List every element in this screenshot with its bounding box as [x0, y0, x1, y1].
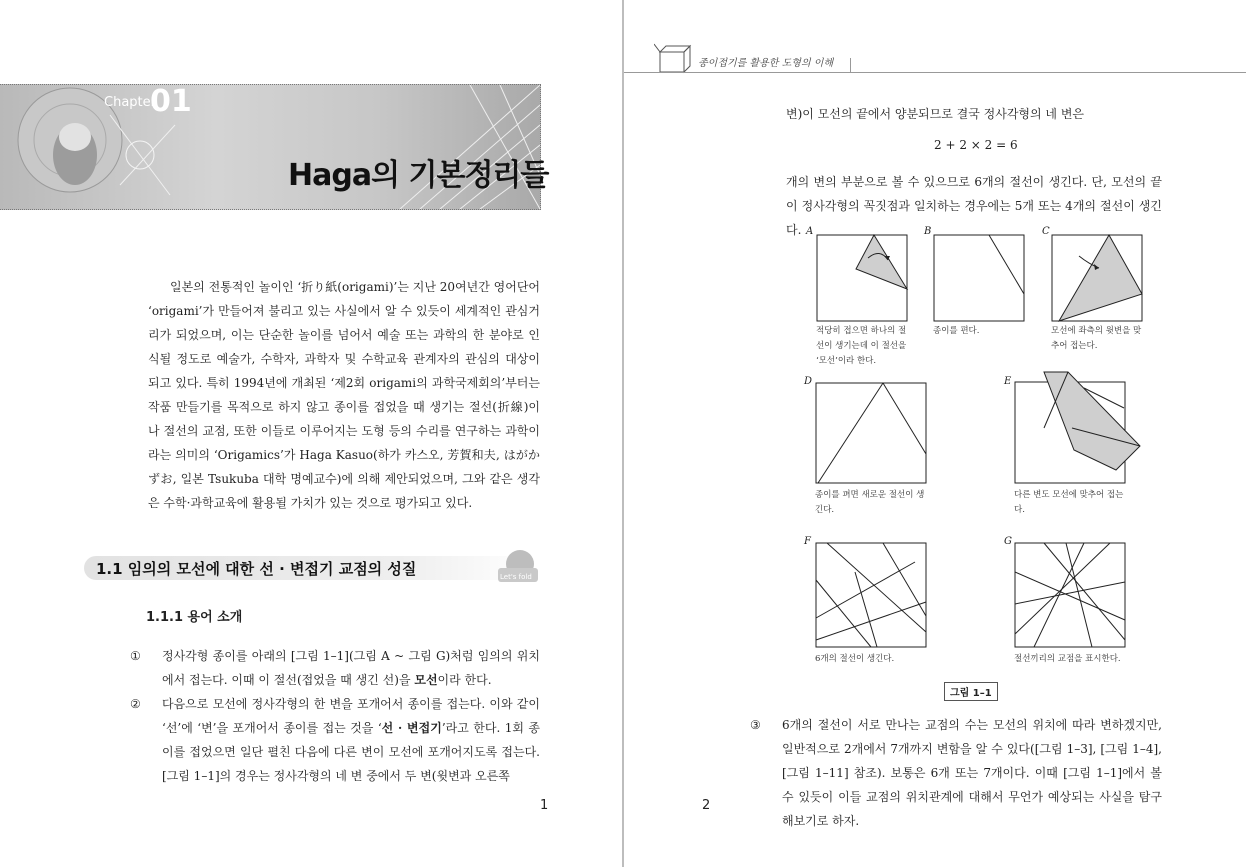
item1-text-a: 정사각형 종이를 아래의 [그림 1–1](그림 A ~ 그림 G)처럼 임의의 위치에서 접는다. 이때 이 절선(접었을 때 생긴 선)을 — [162, 649, 540, 687]
header-tick — [850, 58, 851, 72]
figure-caption: 그림 1–1 — [944, 682, 998, 701]
running-header: 종이접기를 활용한 도형의 이해 — [698, 58, 834, 69]
header-rule — [624, 72, 1246, 73]
figure-a-label: A — [806, 226, 814, 237]
item2-number: ② — [130, 697, 141, 711]
figure-c-label: C — [1042, 226, 1050, 237]
formula: 2 + 2 × 2 = 6 — [934, 138, 1018, 152]
figure-e-caption: 다른 변도 모선에 맞추어 접는다. — [1014, 490, 1124, 515]
figure-f-label: F — [804, 536, 811, 547]
figure-d-diagram — [815, 382, 929, 486]
item3-text: 6개의 절선이 서로 만나는 교점의 수는 모선의 위치에 따라 변하겠지만, 일반적으로 2개에서 7개까지 변함을 알 수 있다([그림 1–3], [그림 1–4], [그림 1–11] 참조). 보통은 6개 또는 7개이다. 이때 [그림 1–1]에서 볼 수 있듯이 이들 교점의 위치관계에 대해서 무언가 예상되는 사실을 탐구해보기로 하자. — [782, 718, 1162, 828]
figure-e-diagram — [1014, 368, 1146, 488]
item1-number: ① — [130, 649, 141, 663]
left-page — [0, 0, 622, 867]
badge-text: Let's fold — [500, 573, 532, 581]
figure-f-caption: 6개의 절선이 생긴다. — [815, 654, 895, 664]
figure-g-diagram — [1014, 542, 1128, 650]
paragraph-2: 개의 변의 부분으로 볼 수 있으므로 6개의 절선이 생긴다. 단, 모선의 끝이 정사각형의 꼭짓점과 일치하는 경우에는 5개 또는 4개의 절선이 생긴다. — [786, 175, 1162, 237]
page-number-right: 2 — [702, 798, 711, 813]
figure-a-diagram — [816, 234, 910, 322]
figure-d-label: D — [804, 376, 813, 387]
figure-b-diagram — [933, 234, 1027, 322]
item2-text-b: ’라고 한다. 1회 종이를 접었으면 일단 펼친 다음에 다른 변이 모선에 포개어지도록 접는다. [그림 1–1]의 경우는 정사각형의 네 변 중에서 두 변(윗변과 오른쪽 — [162, 721, 540, 783]
page-number-left: 1 — [540, 798, 549, 813]
figure-g-label: G — [1004, 536, 1012, 547]
item1-text-b: 이라 한다. — [437, 673, 492, 687]
item2-text-a: 다음으로 모선에 정사각형의 한 변을 포개어서 종이를 접는다. 이와 같이 ‘선’에 ‘변’을 포개어서 종이를 접는 것을 ‘ — [162, 697, 540, 735]
section-title: 1.1 임의의 모선에 대한 선 · 변접기 교점의 성질 — [96, 560, 417, 578]
lets-fold-badge — [496, 548, 540, 588]
figure-b-label: B — [924, 226, 932, 237]
right-page — [624, 0, 1246, 867]
subsection-title: 1.1.1 용어 소개 — [146, 610, 243, 625]
figure-b-caption: 종이를 편다. — [933, 326, 980, 336]
continued-text: 변)이 모선의 끝에서 양분되므로 결국 정사각형의 네 변은 — [786, 107, 1085, 121]
intro-paragraph: 일본의 전통적인 놀이인 ‘折り紙(origami)’는 지난 20여년간 영어단어 ‘origami’가 만들어져 불리고 있는 사실에서 알 수 있듯이 세계적인 관심거리가 되었으며, 이는 단순한 놀이를 넘어서 예술 또는 과학의 한 분야로 인식될 정도로 예술가, 수학자, 과학자 및 수학교육 관계자의 관심의 대상이 되고 있다. 특히 1994년에 개최된 ‘제2회 origami의 과학국제회의’부터는 작품 만들기를 목적으로 하지 않고 종이를 접었을 때 생기는 절선(折線)이나 절선의 교점, 또한 이들로 이루어지는 도형 등의 수리를 연구하는 과학이라는 의미의 ‘Origamics’가 Haga Kasuo(하가 카스오, 芳賀和夫, はがかずお, 일본 Tsukuba 대학 명예교수)에 의해 제안되었으며, 그와 같은 생각은 수학·과학교육에 활용될 가치가 있는 것으로 평가되고 있다. — [148, 280, 540, 510]
item1-bold: 모선 — [414, 673, 438, 687]
list-item-2 — [130, 692, 540, 788]
figure-d-caption: 종이를 펴면 새로운 절선이 생긴다. — [815, 490, 925, 515]
figure-c-caption: 모선에 좌측의 윗변을 맞추어 접는다. — [1051, 326, 1142, 351]
item2-bold: 선 · 변접기 — [381, 721, 442, 735]
list-item-1 — [130, 644, 540, 692]
chapter-title: Haga의 기본정리들 — [288, 158, 549, 193]
figure-a-caption: 적당히 접으면 하나의 절선이 생기는데 이 절선을 ‘모선’이라 한다. — [816, 326, 907, 366]
figure-c-diagram — [1051, 234, 1145, 322]
chapter-label: Chapter — [104, 95, 156, 110]
box-icon — [654, 42, 694, 74]
chapter-number: 01 — [150, 84, 192, 119]
list-item-3 — [750, 713, 1162, 833]
figure-f-diagram — [815, 542, 929, 650]
item3-number: ③ — [750, 718, 761, 732]
figure-e-label: E — [1004, 376, 1012, 387]
figure-g-caption: 절선끼리의 교점을 표시한다. — [1014, 654, 1121, 664]
